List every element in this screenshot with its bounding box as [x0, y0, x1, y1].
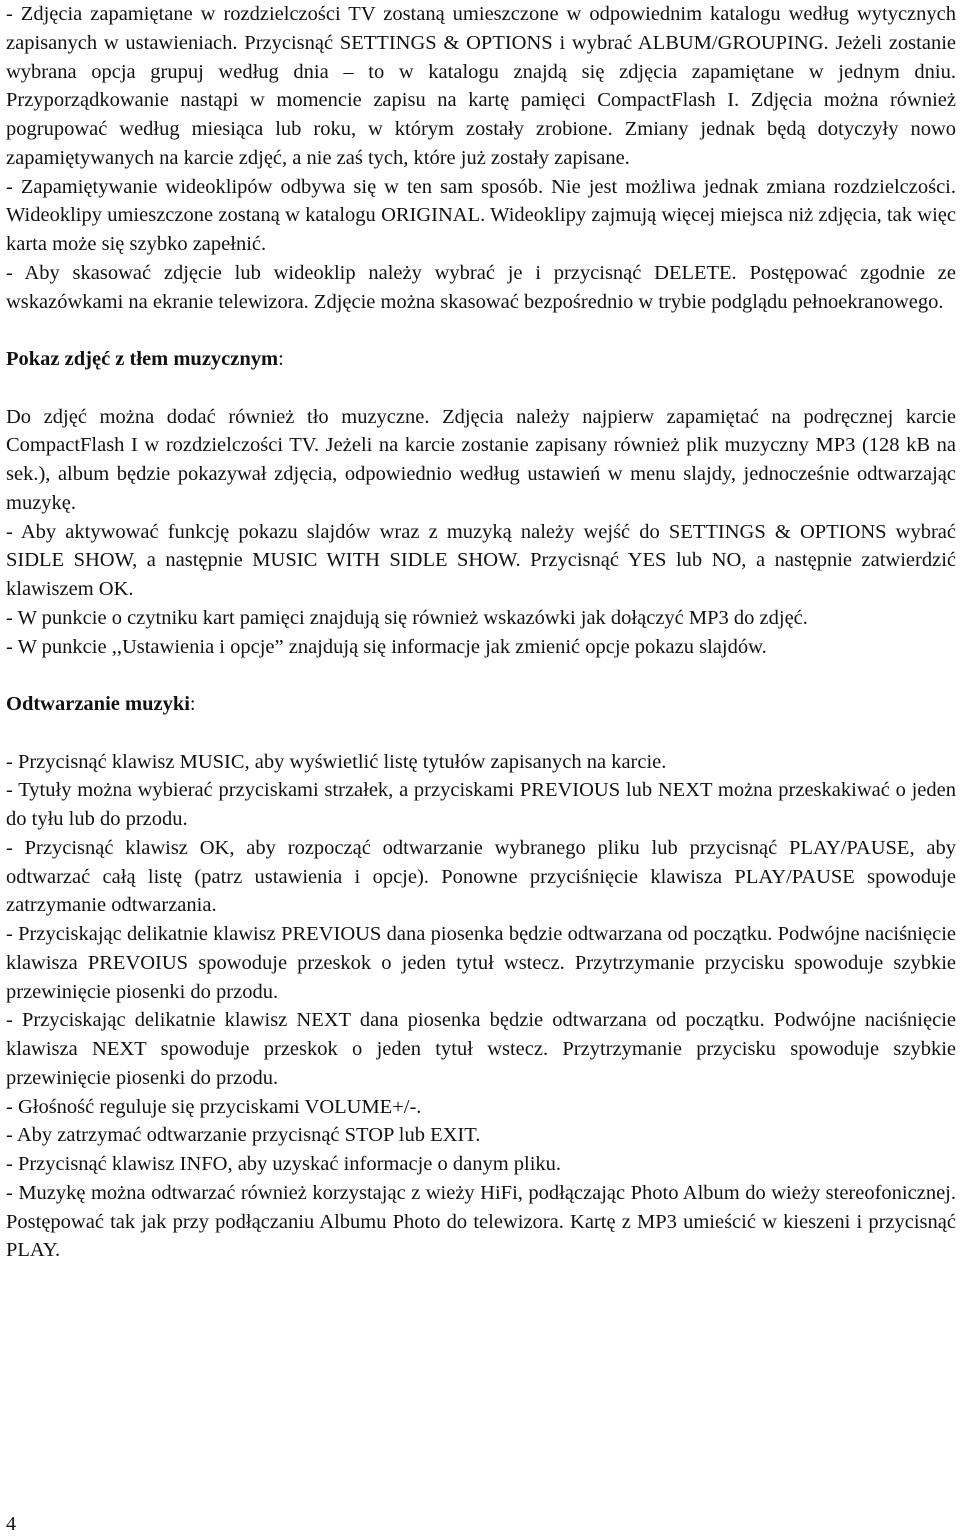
music-paragraph-5: - Przyciskając delikatnie klawisz NEXT dana piosenka będzie odtwarzana od początku. Podwójne naciśnięcie klawisza NEXT spowoduje przeskok o jeden tytuł wstecz. Przytrzymanie przycisku spowoduje szybkie przewinięcie piosenki do przodu.: [6, 1009, 956, 1089]
page-number: 4: [6, 1513, 16, 1535]
slideshow-heading-colon: :: [278, 348, 284, 370]
intro-paragraph-1: - Zdjęcia zapamiętane w rozdzielczości TV zostaną umieszczone w odpowiednim katalogu według wytycznych zapisanych w ustawieniach. Przycisnąć SETTINGS & OPTIONS i wybrać ALBUM/GROUPING. Jeżeli zostanie wybrana opcja grupuj według dnia – to w katalogu znajdą się zdjęcia zapamiętane w jednym dniu. Przyporządkowanie nastąpi w momencie zapisu na kartę pamięci CompactFlash I. Zdjęcia można również pogrupować według miesiąca lub roku, w którym zostały zrobione. Zmiany jednak będą dotyczyły nowo zapamiętywanych na karcie zdjęć, a nie zaś tych, które już zostały zapisane.: [6, 3, 956, 169]
spacer: [6, 719, 956, 748]
slideshow-paragraph-1: Do zdjęć można dodać również tło muzyczne. Zdjęcia należy najpierw zapamiętać na podręcznej karcie CompactFlash I w rozdzielczości TV. Jeżeli na karcie zostanie zapisany również plik muzyczny MP3 (128 kB na sek.), album będzie pokazywał zdjęcia, odpowiednio według ustawień w menu slajdy, jednocześnie odtwarzając muzykę.: [6, 405, 956, 514]
music-paragraph-6: - Głośność reguluje się przyciskami VOLUME+/-.: [6, 1095, 422, 1118]
music-paragraph-2: - Tytuły można wybierać przyciskami strzałek, a przyciskami PREVIOUS lub NEXT można przeskakiwać o jeden do tyłu lub do przodu.: [6, 779, 956, 830]
slideshow-paragraph-3: - W punkcie o czytniku kart pamięci znajdują się również wskazówki jak dołączyć MP3 do zdjęć.: [6, 606, 808, 629]
intro-paragraph-3: - Aby skasować zdjęcie lub wideoklip należy wybrać je i przycisnąć DELETE. Postępować zgodnie ze wskazówkami na ekranie telewizora. Zdjęcie można skasować bezpośrednio w trybie podglądu pełnoekranowego.: [6, 261, 956, 313]
music-paragraph-7: - Aby zatrzymać odtwarzanie przycisnąć STOP lub EXIT.: [6, 1124, 481, 1147]
music-paragraph-4: - Przyciskając delikatnie klawisz PREVIOUS dana piosenka będzie odtwarzana od początku. Podwójne naciśnięcie klawisza PREVOIUS spowoduje przeskok o jeden tytuł wstecz. Przytrzymanie przycisku spowoduje szybkie przewinięcie piosenki do przodu.: [6, 923, 956, 1003]
music-paragraph-9: - Muzykę można odtwarzać również korzystając z wieży HiFi, podłączając Photo Album do wieży stereofonicznej. Postępować tak jak przy podłączaniu Albumu Photo do telewizora. Kartę z MP3 umieścić w kieszeni i przycisnąć PLAY.: [6, 1181, 956, 1262]
music-section-heading: [6, 690, 956, 719]
music-paragraph-8: - Przycisnąć klawisz INFO, aby uzyskać informacje o danym pliku.: [6, 1153, 562, 1175]
spacer: [6, 316, 956, 345]
music-heading-text: Odtwarzanie muzyki: [6, 693, 190, 715]
spacer: [6, 661, 956, 690]
music-heading-colon: :: [189, 693, 196, 715]
music-paragraph-1: - Przycisnąć klawisz MUSIC, aby wyświetlić listę tytułów zapisanych na karcie.: [6, 750, 667, 773]
slideshow-paragraph-4: - W punkcie ,,Ustawienia i opcje” znajdują się informacje jak zmienić opcje pokazu slajdów.: [6, 635, 767, 658]
document-body: [6, 0, 956, 1265]
slideshow-paragraph-2: - Aby aktywować funkcję pokazu slajdów wraz z muzyką należy wejść do SETTINGS & OPTIONS wybrać SIDLE SHOW, a następnie MUSIC WITH SIDLE SHOW. Przycisnąć YES lub NO, a następnie zatwierdzić klawiszem OK.: [6, 520, 956, 600]
slideshow-section-heading: [6, 345, 956, 374]
spacer: [6, 374, 956, 403]
intro-paragraph-2: - Zapamiętywanie wideoklipów odbywa się w ten sam sposób. Nie jest możliwa jednak zmiana rozdzielczości. Wideoklipy umieszczone zostaną w katalogu ORIGINAL. Wideoklipy zajmują więcej miejsca niż zdjęcia, tak więc karta może się szybko zapełnić.: [6, 175, 956, 255]
music-paragraph-3: - Przycisnąć klawisz OK, aby rozpocząć odtwarzanie wybranego pliku lub przycisnąć PLAY/PAUSE, aby odtwarzać całą listę (patrz ustawienia i opcje). Ponowne przyciśnięcie klawisza PLAY/PAUSE spowoduje zatrzymanie odtwarzania.: [6, 836, 956, 917]
slideshow-heading-text: Pokaz zdjęć z tłem muzycznym: [6, 348, 279, 370]
